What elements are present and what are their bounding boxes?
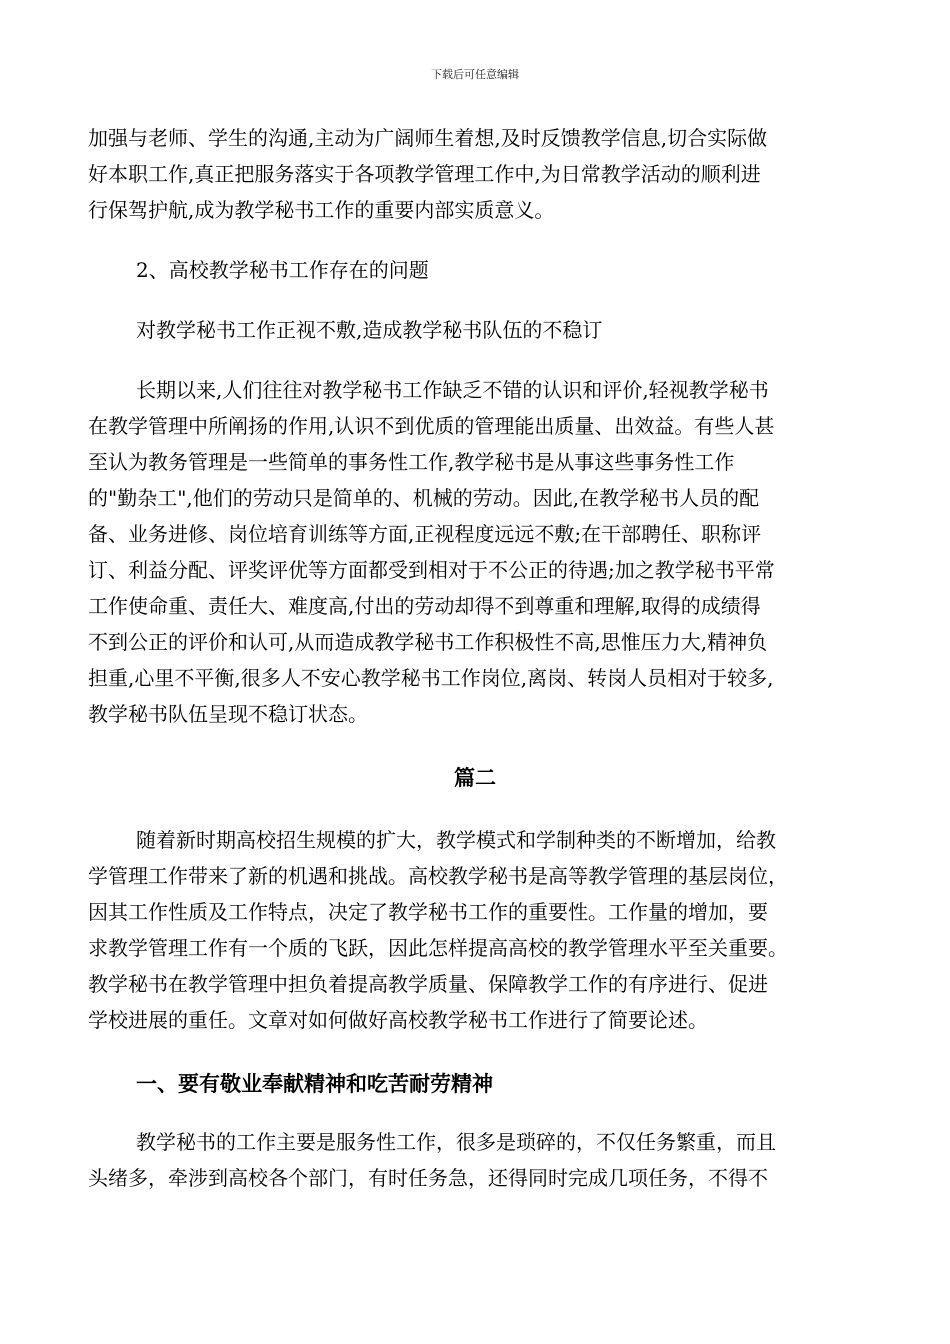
paragraph-line: 在教学管理中所阐扬的作用,认识不到优质的管理能出质量、出效益。有些人甚 (88, 414, 775, 438)
section-heading: 一、要有敬业奉献精神和吃苦耐劳精神 (136, 1072, 493, 1096)
header-note: 下载后可任意编辑 (431, 68, 519, 81)
paragraph-line: 的"勤杂工",他们的劳动只是简单的、机械的劳动。因此,在教学秘书人员的配 (88, 486, 760, 510)
paragraph-line: 行保驾护航,成为教学秘书工作的重要内部实质意义。 (88, 198, 555, 222)
paragraph-line: 求教学管理工作有一个质的飞跃，因此怎样提高高校的教学管理水平至关重要。 (88, 936, 788, 960)
part-heading: 篇二 (454, 766, 496, 790)
paragraph-line: 因其工作性质及工作特点，决定了教学秘书工作的重要性。工作量的增加，要 (88, 900, 768, 924)
paragraph-line: 教学秘书队伍呈现不稳订状态。 (88, 702, 368, 726)
paragraph-line: 长期以来,人们往往对教学秘书工作缺乏不错的认识和评价,轻视教学秘书 (136, 378, 769, 402)
paragraph-line: 至认为教务管理是一些简单的事务性工作,教学秘书是从事这些事务性工作 (88, 450, 735, 474)
paragraph-line: 随着新时期高校招生规模的扩大，教学模式和学制种类的不断增加，给教 (136, 828, 776, 852)
paragraph-line: 备、业务进修、岗位培育训练等方面,正视程度远远不敷;在干部聘任、职称评 (88, 522, 762, 546)
paragraph-line: 好本职工作,真正把服务落实于各项教学管理工作中,为日常教学活动的顺利进 (88, 162, 761, 186)
paragraph-line: 不到公正的评价和认可,从而造成教学秘书工作积极性不高,思惟压力大,精神负 (88, 630, 768, 654)
paragraph-line: 加强与老师、学生的沟通,主动为广阔师生着想,及时反馈教学信息,切合实际做 (88, 126, 768, 150)
paragraph-line: 学管理工作带来了新的机遇和挑战。高校教学秘书是高等教学管理的基层岗位， (88, 864, 788, 888)
paragraph-line: 担重,心里不平衡,很多人不安心教学秘书工作岗位,离岗、转岗人员相对于较多, (88, 666, 774, 690)
section-title: 2、高校教学秘书工作存在的问题 (136, 258, 429, 282)
paragraph-line: 工作使命重、责任大、难度高,付出的劳动却得不到尊重和理解,取得的成绩得 (88, 594, 761, 618)
paragraph-line: 教学秘书在教学管理中担负着提高教学质量、保障教学工作的有序进行、促进 (88, 972, 768, 996)
paragraph-line: 学校进展的重任。文章对如何做好高校教学秘书工作进行了简要论述。 (88, 1008, 708, 1032)
paragraph-line: 教学秘书的工作主要是服务性工作，很多是琐碎的，不仅任务繁重，而且 (136, 1130, 776, 1154)
paragraph-line: 订、利益分配、评奖评优等方面都受到相对于不公正的待遇;加之教学秘书平常 (88, 558, 775, 582)
paragraph-line: 头绪多，牵涉到高校各个部门，有时任务急，还得同时完成几项任务，不得不 (88, 1166, 768, 1190)
section-subtitle: 对教学秘书工作正视不敷,造成教学秘书队伍的不稳订 (136, 318, 603, 342)
